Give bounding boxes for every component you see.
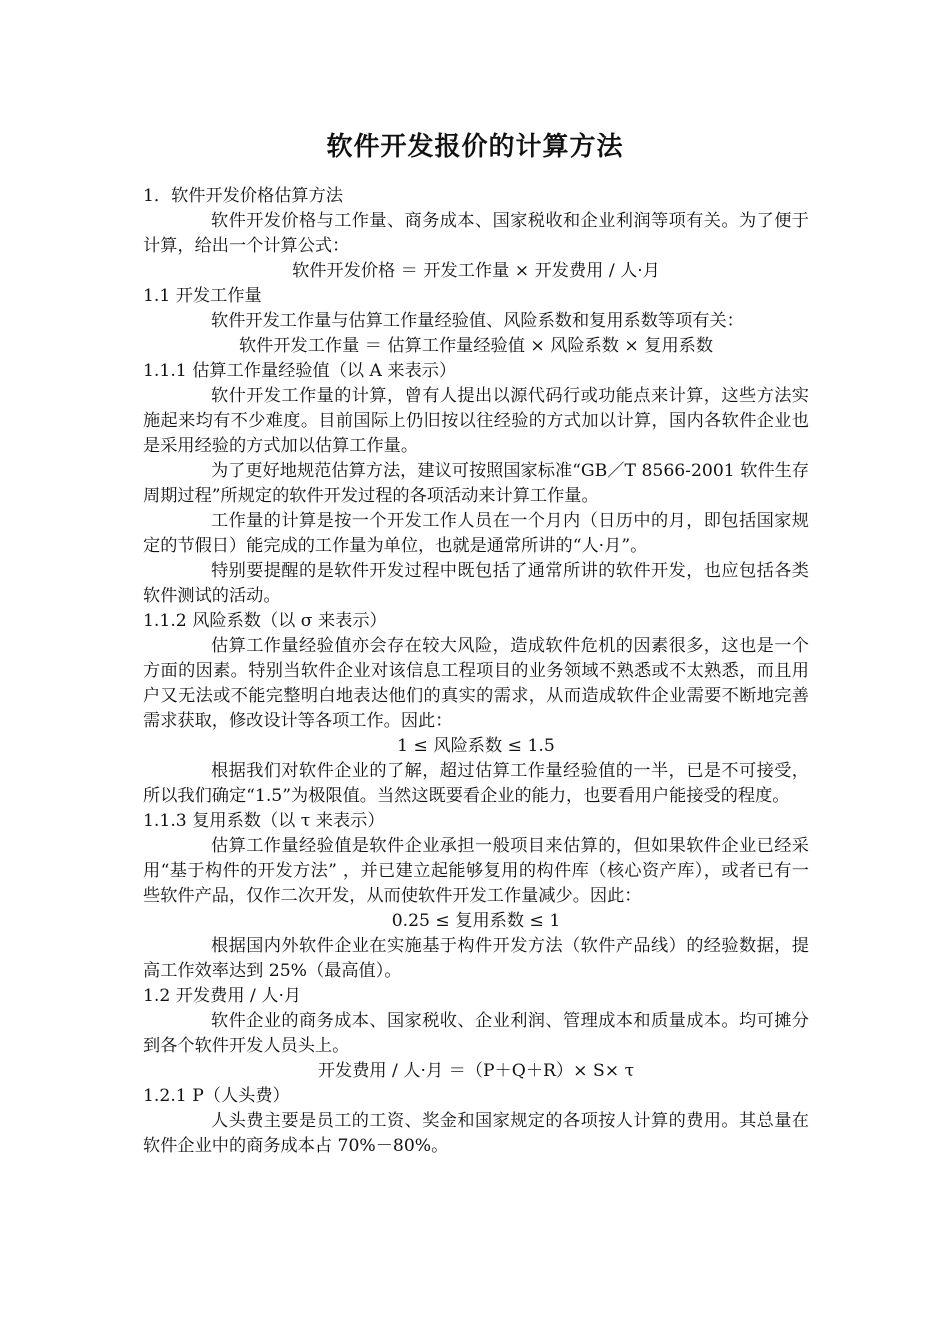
paragraph: 软什开发工作量的计算，曾有人提出以源代码行或功能点来计算，这些方法实施起来均有不少难度。目前国际上仍旧按以往经验的方式加以计算，国内各软件企业也是采用经验的方式加以估算工作量。 [143,386,809,456]
paragraph: 工作量的计算是按一个开发工作人员在一个月内（日历中的月，即包括国家规定的节假日）能完成的工作量为单位，也就是通常所讲的“人·月”。 [143,511,809,556]
paragraph: 软件开发价格与工作量、商务成本、国家税收和企业利润等项有关。为了便于计算，给出一个计算公式： [143,211,809,256]
section-heading-1-1-2: 1.1.2 风险系数（以 σ 来表示） [143,611,387,631]
section-heading-1-2: 1.2 开发费用 / 人·月 [143,986,302,1006]
section-heading-1-1-3: 1.1.3 复用系数（以 τ 来表示） [143,811,385,831]
document-title: 软件开发报价的计算方法 [326,132,624,163]
formula-workload: 软件开发工作量 ＝ 估算工作量经验值 × 风险系数 × 复用系数 [238,336,714,356]
formula-price: 软件开发价格 ＝ 开发工作量 × 开发费用 / 人·月 [292,261,660,281]
formula-risk-range: 1 ≤ 风险系数 ≤ 1.5 [397,736,555,756]
paragraph: 特别要提醒的是软件开发过程中既包括了通常所讲的软件开发，也应包括各类软件测试的活动。 [143,561,809,606]
paragraph: 为了更好地规范估算方法，建议可按照国家标准“GB／T 8566-2001 软件生存周期过程”所规定的软件开发过程的各项活动来计算工作量。 [143,461,809,506]
document-body [143,184,809,1159]
section-heading-1-1: 1.1 开发工作量 [143,286,262,306]
formula-cost: 开发费用 / 人·月 ＝（P＋Q＋R）× S× τ [317,1061,635,1081]
section-heading-1: 1．软件开发价格估算方法 [143,186,343,206]
paragraph: 根据我们对软件企业的了解，超过估算工作量经验值的一半，已是不可接受，所以我们确定“1.5”为极限值。当然这既要看企业的能力，也要看用户能接受的程度。 [143,761,809,806]
section-heading-1-2-1: 1.2.1 P（人头费） [143,1086,290,1106]
paragraph: 软件开发工作量与估算工作量经验值、风险系数和复用系数等项有关： [211,311,744,331]
formula-reuse-range: 0.25 ≤ 复用系数 ≤ 1 [391,911,561,931]
paragraph: 估算工作量经验值是软件企业承担一般项目来估算的，但如果软件企业已经采用“基于构件的开发方法” ，并已建立起能够复用的构件库（核心资产库），或者已有一些软件产品，仅作二次开发，从而使软件开发工作量减少。因此： [143,836,809,906]
paragraph: 根据国内外软件企业在实施基于构件开发方法（软件产品线）的经验数据，提高工作效率达到 25%（最高值）。 [143,936,809,981]
section-heading-1-1-1: 1.1.1 估算工作量经验值（以 A 来表示） [143,361,457,381]
paragraph: 人头费主要是员工的工资、奖金和国家规定的各项按人计算的费用。其总量在软件企业中的商务成本占 70%－80%。 [143,1111,809,1156]
paragraph: 软件企业的商务成本、国家税收、企业利润、管理成本和质量成本。均可摊分到各个软件开发人员头上。 [143,1011,809,1056]
paragraph: 估算工作量经验值亦会存在较大风险，造成软件危机的因素很多，这也是一个方面的因素。特别当软件企业对该信息工程项目的业务领域不熟悉或不太熟悉，而且用户又无法或不能完整明白地表达他们的真实的需求，从而造成软件企业需要不断地完善需求获取，修改设计等各项工作。因此： [143,636,809,731]
